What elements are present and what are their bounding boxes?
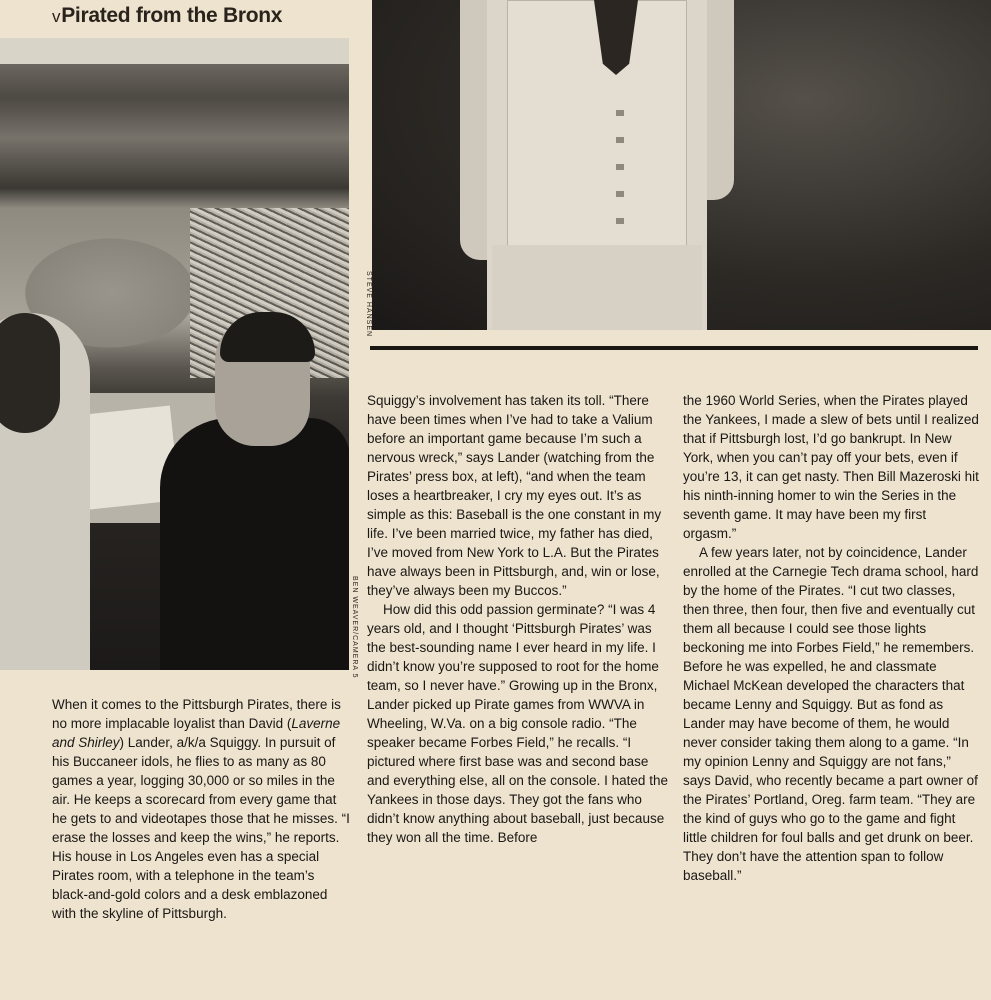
- article-paragraph: A few years later, not by coincidence, Lander enrolled at the Carnegie Tech drama school, hard by the home of the Pirates. “I cut two classes, then three, then four, then five and eventually cut them all because I could see those lights beckoning me into Forbes Field,” he remembers. Before he was expelled, he and classmate Michael McKean developed the characters that became Lenny and Squiggy. But as fond as Lander may have become of them, he would never consider taking them along to a game. “In my opinion Lenny and Squiggy are not fans,” says David, who recently became a part owner of the Pirates’ Portland, Oreg. farm team. “They are the kind of guys who go to the game and fight little children for foul balls and get drunk on beer. They don’t have the attention span to follow baseball.”: [683, 545, 979, 883]
- headline-mark: v: [52, 7, 61, 26]
- text-run: ) Lander, a/k/a Squiggy. In pursuit of his Buccaneer idols, he flies to as many as 80 games a year, logging 30,000 or so miles in the air. He keeps a scorecard from every game that he gets to and videotapes those that he misses. “I erase the losses and keep the wins,” he reports. His house in Los Angeles even has a special Pirates room, with a telephone in the team’s black-and-gold colors and a desk emblazoned with the skyline of Pittsburgh.: [52, 735, 350, 921]
- show-title: Laverne and Shirley: [52, 716, 341, 750]
- article-paragraph: How did this odd passion germinate? “I was 4 years old, and I thought ‘Pittsburgh Pirates’ was the best-sounding name I ever heard in my life. I didn’t know you’re supposed to root for the home team, so I never have.” Growing up in the Bronx, Lander picked up Pirate games from WWVA in Wheeling, W.Va. on a big console radio. “The speaker became Forbes Field,” he recalls. “I pictured where first base was and second base and everything else, all on the console. I hated the Yankees in those days. They got the fans who didn’t know anything about baseball, just because they won all the time. Before: [367, 602, 668, 845]
- photo-suit-field: [372, 0, 991, 330]
- section-rule: [370, 346, 978, 350]
- article-column-1: [52, 695, 352, 923]
- article-paragraph: the 1960 World Series, when the Pirates played the Yankees, I made a slew of bets until I realized that if Pittsburgh lost, I’d go bankrupt. In New York, when you can’t pay off your bets, even if you’re 13, it can get nasty. Then Bill Mazeroski hit his ninth-inning homer to win the Series in the seventh game. It may have been my first orgasm.”: [683, 393, 979, 541]
- article-column-2: [367, 391, 669, 847]
- article-paragraph: [52, 695, 352, 923]
- photo-trousers: [492, 245, 702, 330]
- headline: [52, 4, 282, 28]
- photo-figure-lander: [160, 418, 349, 670]
- article-column-3: [683, 391, 979, 885]
- article-paragraph: Squiggy’s involvement has taken its toll. “There have been times when I’ve had to take a Valium before an important game because I’m such a nervous wreck,” says Lander (watching from the Pirates’ press box, at left), “and when the team loses a heartbreaker, I cry my eyes out. It’s as simple as this: Baseball is the one constant in my life. I’ve been married twice, my father has died, I’ve moved from New York to L.A. But the Pirates have always been in Pittsburgh, and, win or lose, they’ve always been my Buccos.”: [367, 393, 662, 598]
- text-run: When it comes to the Pittsburgh Pirates, there is no more implacable loyalist than David (: [52, 697, 341, 731]
- photo-credit-press-box: BEN WEAVER/CAMERA 5: [351, 576, 358, 679]
- photo-figure-left-head: [0, 313, 60, 433]
- photo-credit-suit: STEVE HANSEN: [365, 271, 372, 338]
- headline-title: Pirated from the Bronx: [61, 4, 283, 27]
- photo-press-box: [0, 38, 349, 670]
